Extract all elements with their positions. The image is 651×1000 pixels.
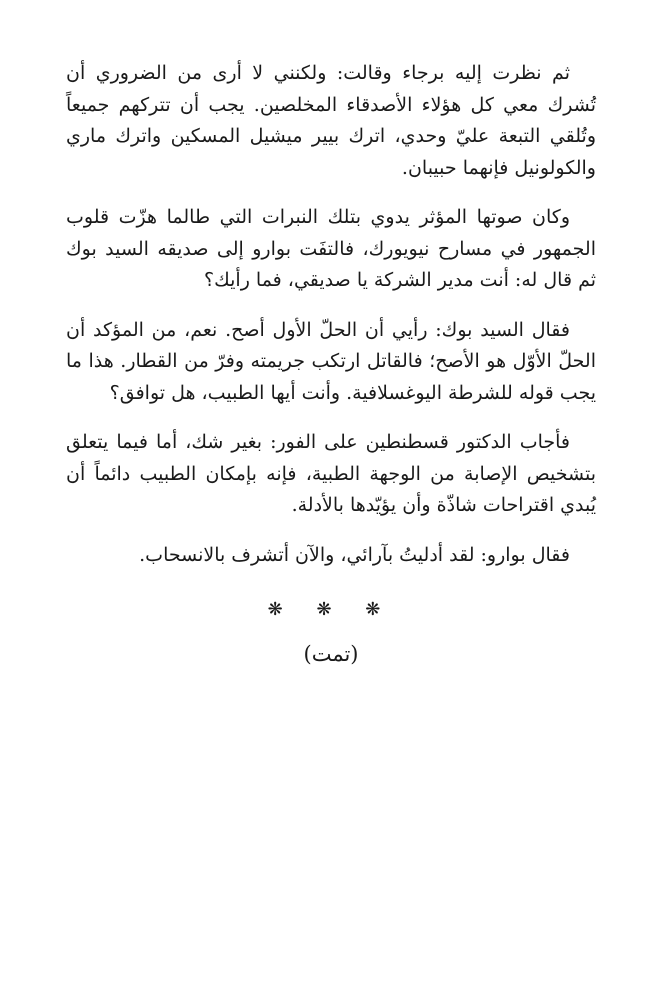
paragraph-5: فقال بوارو: لقد أدليتُ بآرائي، والآن أتشرف بالانسحاب. <box>139 543 570 566</box>
paragraph-2: وكان صوتها المؤثر يدوي بتلك النبرات التي طالما هزّت قلوب الجمهور في مسارح نيويورك، فالتفَت بوارو إلى صديقه السيد بوك ثم قال له: أنت مدير الشركة يا صديقي، فما رأيك؟ <box>66 206 596 291</box>
page-body <box>66 58 596 666</box>
paragraph-1: ثم نظرت إليه برجاء وقالت: ولكنني لا أرى من الضروري أن تُشرك معي كل هؤلاء الأصدقاء المخلصين. يجب أن تتركهم جميعاً وتُلقي التبعة عليّ وحدي، اترك بيير ميشيل المسكين واترك ماري والكولونيل فإنهما حبيبان. <box>66 62 596 179</box>
section-separator: ❋ ❋ ❋ <box>267 599 395 620</box>
paragraph-3: فقال السيد بوك: رأيي أن الحلّ الأول أصح. نعم، من المؤكد أن الحلّ الأوّل هو الأصح؛ فالقاتل ارتكب جريمته وفرّ من القطار. هذا ما يجب قوله للشرطة اليوغسلافية. وأنت أيها الطبيب، هل توافق؟ <box>66 318 596 404</box>
end-mark: (تمت) <box>303 642 359 666</box>
paragraph-4: فأجاب الدكتور قسطنطين على الفور: بغير شك، أما فيما يتعلق بتشخيص الإصابة من الوجهة الطبية، فإنه بإمكان الطبيب دائماً أن يُبدي اقتراحات شاذّة وأن يؤيّدها بالأدلة. <box>66 431 596 516</box>
